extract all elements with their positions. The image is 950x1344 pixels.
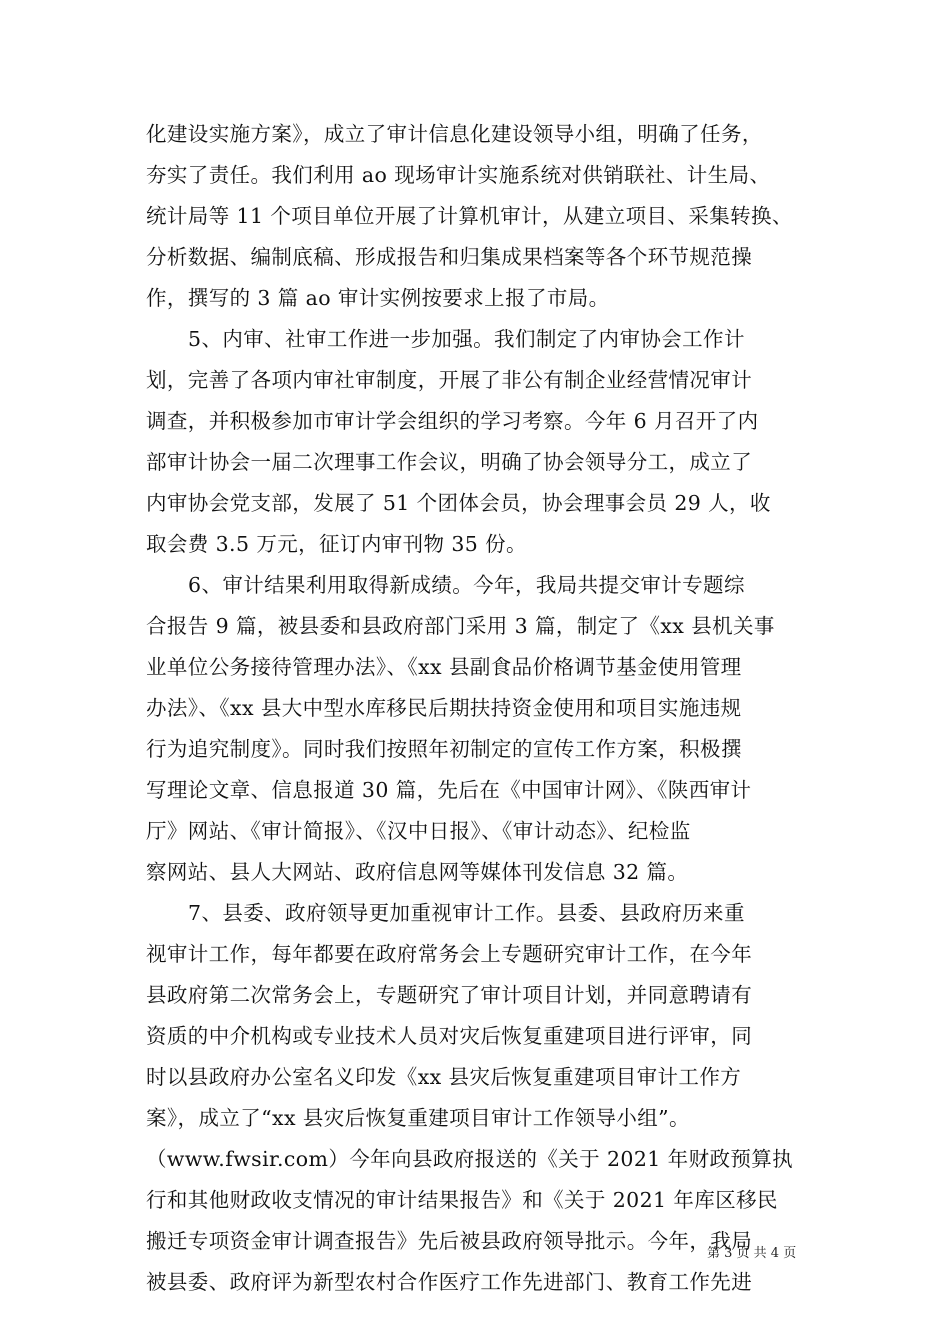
- text-line: 内审协会党支部，发展了 51 个团体会员，协会理事会员 29 人，收: [146, 491, 771, 515]
- body-text: [146, 114, 806, 1303]
- text-line: 统计局等 11 个项目单位开展了计算机审计，从建立项目、采集转换、: [146, 204, 793, 228]
- text-line: 行和其他财政收支情况的审计结果报告》和《关于 2021 年库区移民: [146, 1188, 778, 1212]
- paragraph-start-line: 7、县委、政府领导更加重视审计工作。县委、县政府历来重: [188, 901, 745, 925]
- text-line: 划，完善了各项内审社审制度，开展了非公有制企业经营情况审计: [146, 368, 753, 392]
- text-line: 业单位公务接待管理办法》、《xx 县副食品价格调节基金使用管理: [146, 655, 742, 679]
- text-line: 合报告 9 篇，被县委和县政府部门采用 3 篇，制定了《xx 县机关事: [146, 614, 775, 638]
- text-line: 案》，成立了“xx 县灾后恢复重建项目审计工作领导小组”。: [146, 1106, 690, 1130]
- text-line: 作，撰写的 3 篇 ao 审计实例按要求上报了市局。: [146, 286, 610, 310]
- text-line: 部审计协会一届二次理事工作会议，明确了协会领导分工，成立了: [146, 450, 753, 474]
- text-line: 调查，并积极参加市审计学会组织的学习考察。今年 6 月召开了内: [146, 409, 759, 433]
- text-line: 夯实了责任。我们利用 ao 现场审计实施系统对供销联社、计生局、: [146, 163, 771, 187]
- text-line: 搬迁专项资金审计调查报告》先后被县政府领导批示。今年，我局: [146, 1229, 753, 1253]
- text-line: 被县委、政府评为新型农村合作医疗工作先进部门、教育工作先进: [146, 1270, 753, 1294]
- text-line: 化建设实施方案》，成立了审计信息化建设领导小组，明确了任务，: [146, 122, 763, 146]
- text-line: （www.fwsir.com）今年向县政府报送的《关于 2021 年财政预算执: [146, 1147, 794, 1171]
- text-line: 写理论文章、信息报道 30 篇，先后在《中国审计网》、《陕西审计: [146, 778, 752, 802]
- text-line: 资质的中介机构或专业技术人员对灾后恢复重建项目进行评审，同: [146, 1024, 753, 1048]
- text-line: 视审计工作，每年都要在政府常务会上专题研究审计工作，在今年: [146, 942, 753, 966]
- text-line: 时以县政府办公室名义印发《xx 县灾后恢复重建项目审计工作方: [146, 1065, 742, 1089]
- text-line: 行为追究制度》。同时我们按照年初制定的宣传工作方案，积极撰: [146, 737, 742, 761]
- text-line: 县政府第二次常务会上，专题研究了审计项目计划，并同意聘请有: [146, 983, 753, 1007]
- paragraph-start-line: 6、审计结果利用取得新成绩。今年，我局共提交审计专题综: [188, 573, 745, 597]
- page-number-footer: 第 3 页 共 4 页: [707, 1246, 797, 1261]
- text-line: 察网站、县人大网站、政府信息网等媒体刊发信息 32 篇。: [146, 860, 689, 884]
- text-line: 厅》网站、《审计简报》、《汉中日报》、《审计动态》、纪检监: [146, 819, 691, 843]
- text-line: 取会费 3.5 万元，征订内审刊物 35 份。: [146, 532, 527, 556]
- paragraph-start-line: 5、内审、社审工作进一步加强。我们制定了内审协会工作计: [188, 327, 745, 351]
- text-line: 分析数据、编制底稿、形成报告和归集成果档案等各个环节规范操: [146, 245, 753, 269]
- text-line: 办法》、《xx 县大中型水库移民后期扶持资金使用和项目实施违规: [146, 696, 742, 720]
